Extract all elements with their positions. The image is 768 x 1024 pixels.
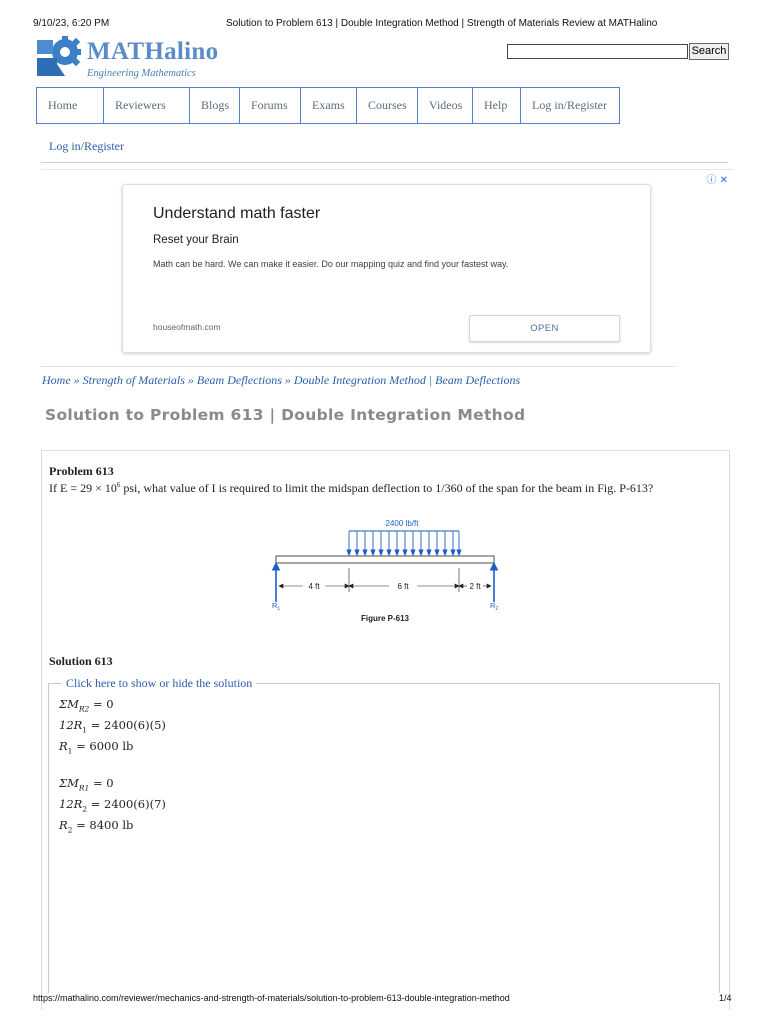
ad-headline[interactable]: Understand math faster [153, 205, 321, 222]
solution-toggle-link[interactable]: Click here to show or hide the solution [62, 676, 256, 691]
login-register-link[interactable]: Log in/Register [49, 139, 124, 153]
reaction-arrow-r1 [273, 563, 280, 602]
divider [41, 366, 675, 367]
site-logo[interactable] [35, 36, 235, 86]
ad-subhead: Reset your Brain [153, 234, 239, 246]
print-header [0, 18, 768, 32]
breadcrumb [42, 373, 520, 388]
problem-heading: Problem 613 [49, 464, 114, 478]
nav-item-home[interactable]: Home [37, 88, 104, 123]
print-page-number: 1/4 [719, 993, 732, 1003]
load-label: 2400 lb/ft [385, 519, 419, 528]
beam [276, 556, 494, 563]
equation-line: $R_2 = 8400$ lb [59, 818, 134, 835]
info-icon[interactable]: ⓘ [706, 175, 717, 186]
r2-label: $R_2$ [490, 601, 499, 612]
equation-line: $\Sigma M_{R1} = 0$ [59, 776, 114, 793]
dimension-right: 2 ft [469, 582, 481, 591]
nav-item-videos[interactable]: Videos [418, 88, 473, 123]
reaction-arrow-r2 [491, 563, 498, 602]
equation-line: $\Sigma M_{R2} = 0$ [59, 697, 114, 714]
nav-item-blogs[interactable]: Blogs [190, 88, 240, 123]
site-name: MATHalino [87, 38, 219, 65]
nav-item-login[interactable]: Log in/Register [532, 98, 607, 112]
equation-line: $R_1 = 6000$ lb [59, 739, 134, 756]
breadcrumb-separator: » [284, 373, 291, 387]
main-nav [36, 87, 620, 124]
ad-open-button[interactable]: OPEN [469, 315, 620, 342]
search-button[interactable]: Search [689, 43, 729, 60]
site-tagline: Engineering Mathematics [87, 68, 196, 79]
print-title: Solution to Problem 613 | Double Integration Method | Strength of Materials Review at MATHalino [226, 18, 658, 29]
equation-line: $12R_2 = 2400(6)(7)$ [59, 797, 166, 814]
nav-item-help[interactable]: Help [473, 88, 521, 123]
nav-item-exams[interactable]: Exams [301, 88, 357, 123]
print-url: https://mathalino.com/reviewer/mechanics-and-strength-of-materials/solution-to-problem-613-double-integration-method [33, 993, 510, 1003]
solution-heading: Solution 613 [49, 654, 113, 668]
breadcrumb-home[interactable]: Home [42, 373, 71, 387]
ad-frame [41, 169, 734, 365]
beam-figure [265, 512, 505, 630]
ad-card[interactable] [122, 184, 651, 353]
breadcrumb-separator: » [187, 373, 194, 387]
nav-item-courses[interactable]: Courses [357, 88, 418, 123]
dimension-left: 4 ft [308, 582, 320, 591]
r1-label: $R_1$ [272, 601, 281, 612]
divider [41, 162, 728, 163]
nav-item-forums[interactable]: Forums [240, 88, 301, 123]
dimension-middle: 6 ft [397, 582, 409, 591]
print-datetime: 9/10/23, 6:20 PM [33, 18, 110, 29]
distributed-load-arrows [347, 531, 461, 555]
equation-line: $12R_1 = 2400(6)(5)$ [59, 718, 166, 735]
ad-choices[interactable] [706, 171, 728, 186]
close-icon[interactable]: ✕ [719, 175, 728, 186]
page-title: Solution to Problem 613 | Double Integration Method [45, 406, 526, 424]
breadcrumb-double-integration[interactable]: Double Integration Method | Beam Deflections [293, 373, 521, 387]
gear-icon [35, 36, 81, 82]
problem-statement: If $E = 29 \times 10^6$ psi, what value of I is required to limit the midspan deflection to 1/360 of the span for the beam in Fig. P-613? [49, 481, 654, 495]
search-input[interactable] [507, 44, 688, 59]
breadcrumb-strength-of-materials[interactable]: Strength of Materials [82, 373, 185, 387]
figure-caption: Figure P-613 [360, 614, 410, 623]
nav-item-reviewers[interactable]: Reviewers [104, 88, 190, 123]
breadcrumb-separator: » [73, 373, 80, 387]
ad-body: Math can be hard. We can make it easier. Do our mapping quiz and find your fastest way. [153, 259, 509, 269]
breadcrumb-beam-deflections[interactable]: Beam Deflections [196, 373, 282, 387]
ad-domain: houseofmath.com [153, 322, 221, 332]
